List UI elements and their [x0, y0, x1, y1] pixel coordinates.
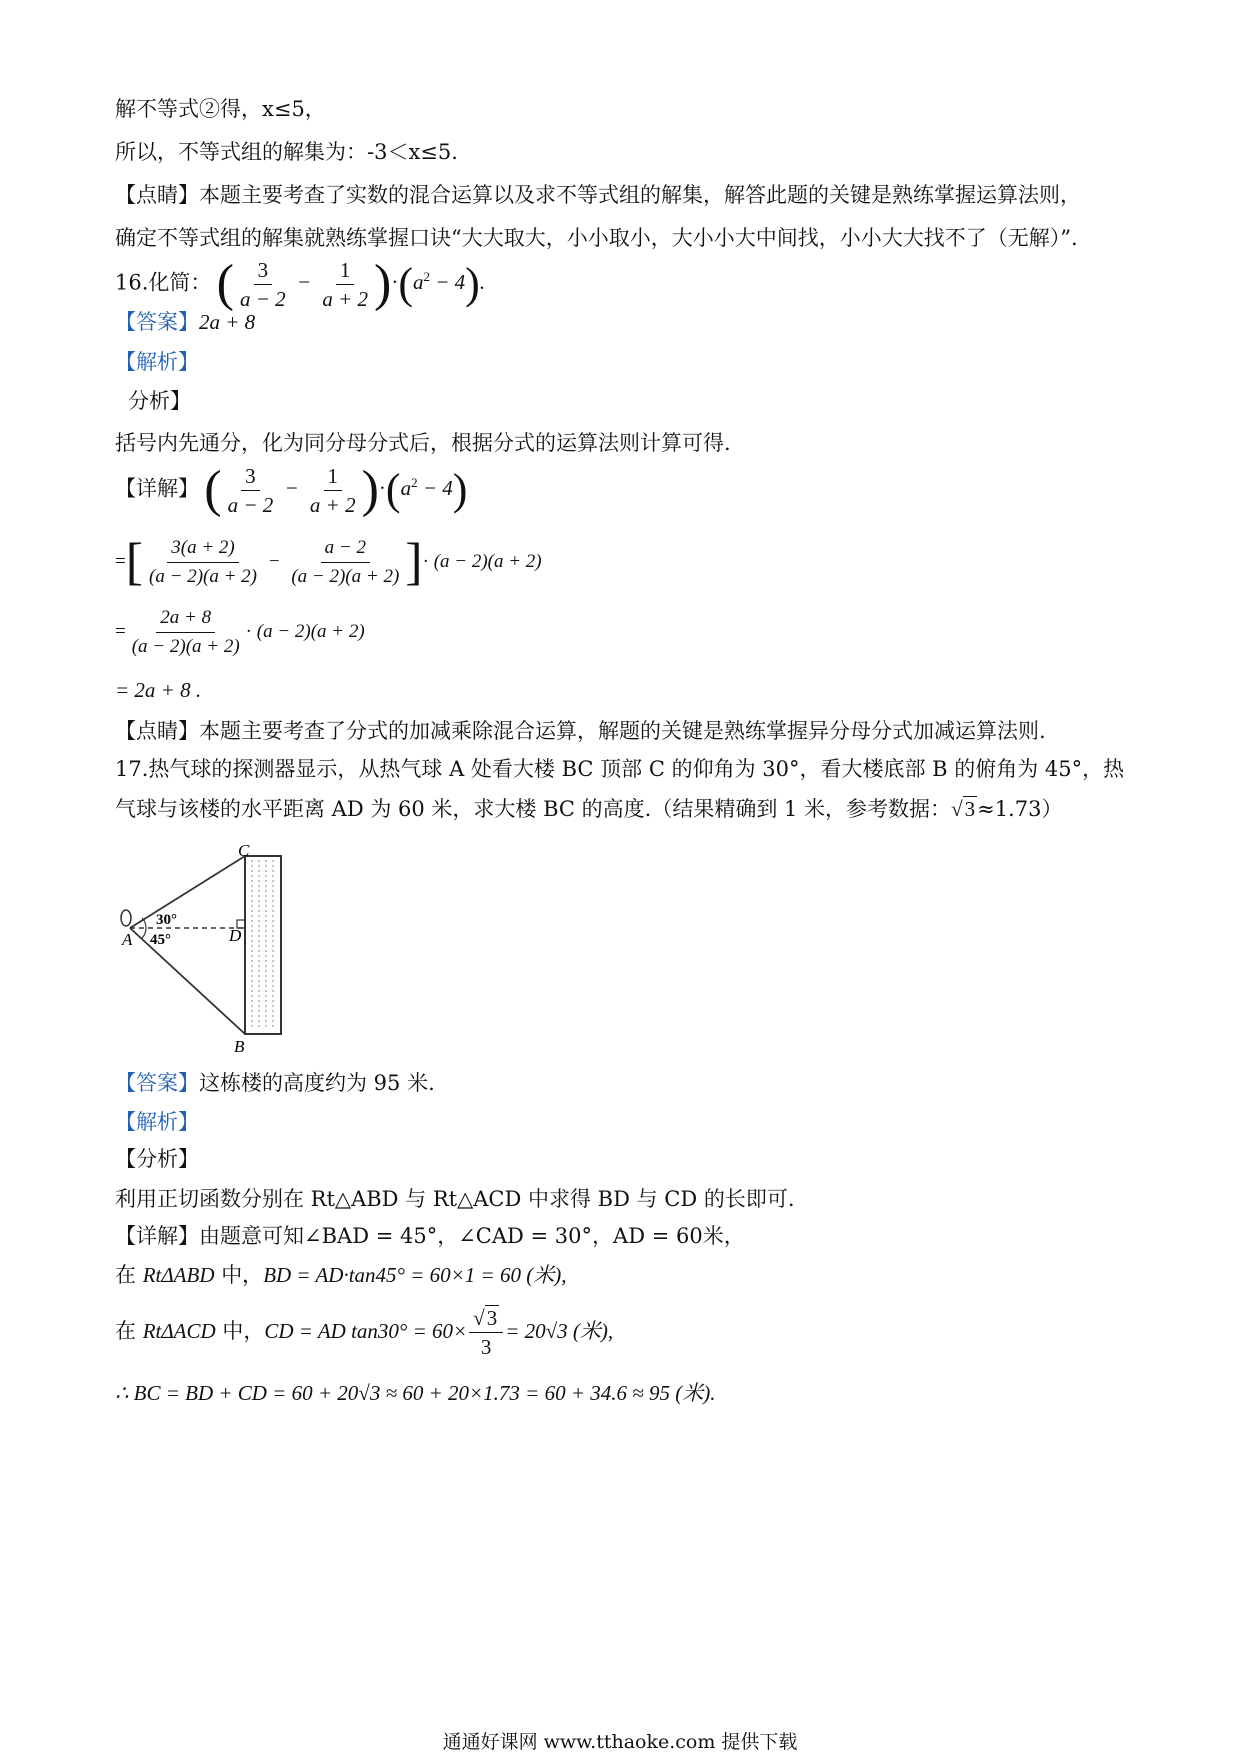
label-angle-45: 45°: [150, 932, 171, 948]
q17-line-2-text: 气球与该楼的水平距离 AD 为 60 米，求大楼 BC 的高度.（结果精确到 1 米，参考数据：: [115, 797, 952, 821]
q16-detail: 【详解】 ( $\frac{3}{a - 2}$ − $\frac{1}{a + 2}$ )$\cdot(a^2 - 4)$: [115, 461, 468, 519]
q17-step-1: [115, 1262, 566, 1288]
q16-step-2: = $\frac{2a + 8}{(a - 2)(a + 2)}$ · (a − 2)(a + 2): [115, 607, 365, 657]
arc-30: [142, 918, 146, 928]
q17-analysis: 利用正切函数分别在 Rt△ABD 与 Rt△ACD 中求得 BD 与 CD 的长即可.: [115, 1187, 795, 1211]
s2-tail: = 20√3 (米),: [505, 1319, 614, 1343]
question-16: 16.化简： ( $\frac{3}{a - 2}$ − $\frac{1}{a + 2}$ )$\cdot(a^2 - 4)$.: [115, 255, 486, 313]
arc-45: [142, 928, 146, 938]
line-ac: [130, 856, 245, 928]
q17-detail: [115, 1223, 745, 1249]
q17-line-1: 17.热气球的探测器显示，从热气球 A 处看大楼 BC 顶部 C 的仰角为 30°，看大楼底部 B 的俯角为 45°，热: [115, 757, 1125, 781]
balloon-icon: [121, 910, 131, 926]
q16-answer: [115, 309, 255, 335]
s1-eq: BD = AD·tan45° = 60×1 = 60 (米),: [263, 1263, 567, 1287]
page-footer: 通通好课网 www.tthaoke.com 提供下载: [442, 1731, 798, 1753]
label-b: B: [234, 1037, 245, 1056]
s1-triangle: RtΔABD: [142, 1263, 215, 1287]
q17-step-2: 在 RtΔACD 中，CD = AD tan30° = 60× $\frac{√3}{3}$ = 20√3 (米),: [115, 1306, 614, 1359]
q16-analysis: 括号内先通分，化为同分母分式后，根据分式的运算法则计算可得.: [115, 431, 731, 455]
q17-detail-text: 由题意可知∠BAD = 45°，∠CAD = 30°，AD = 60米，: [199, 1224, 745, 1248]
s2-triangle: RtΔACD: [142, 1319, 216, 1343]
label-d: D: [229, 926, 242, 945]
q16-dianjing: 【点睛】本题主要考查了分式的加减乘除混合运算，解题的关键是熟练掌握异分母分式加减运算法则.: [115, 719, 1046, 743]
q17-ref-tail: ≈1.73）: [977, 797, 1063, 821]
q16-step-1: =[ $\frac{3(a + 2)}{(a - 2)(a + 2)}$ − $\frac{a - 2}{(a - 2)(a + 2)}$ ]· (a − 2)(a + 2): [115, 533, 542, 591]
label-angle-30: 30°: [156, 912, 177, 928]
fenxi-16: 分析】: [128, 389, 191, 413]
q16-step-3: = 2a + 8 .: [115, 678, 202, 702]
fenxi-17: 【分析】: [115, 1147, 199, 1171]
line-dianjing-15b: 确定不等式组的解集就熟练掌握口诀“大大取大，小小取小，大小小大中间找，小小大大找不了（无解）”.: [115, 226, 1078, 250]
detail-tag: 【详解】: [115, 476, 199, 501]
q17-step-3: ∴ BC = BD + CD = 60 + 20√3 ≈ 60 + 20×1.73 = 60 + 34.6 ≈ 95 (米).: [115, 1381, 716, 1405]
s1-pre: 在: [115, 1263, 136, 1287]
s2-pre: 在: [115, 1319, 136, 1343]
s1-mid: 中，: [221, 1263, 264, 1287]
building-rect: [245, 856, 281, 1034]
label-a: A: [122, 930, 133, 949]
line-ab: [130, 928, 245, 1034]
q16-label: 16.化简：: [115, 270, 212, 295]
line-solution-set: 所以，不等式组的解集为：-3＜x≤5.: [115, 140, 458, 164]
q17-answer-text: 这栋楼的高度约为 95 米.: [199, 1071, 435, 1095]
detail-tag-17: 【详解】: [115, 1224, 199, 1248]
answer-tag-17: 【答案】: [115, 1071, 199, 1095]
s2-eq: CD = AD tan30° = 60×: [264, 1319, 468, 1343]
line-inequality-2: 解不等式②得，x≤5，: [115, 97, 326, 121]
line-dianjing-15a: 【点睛】本题主要考查了实数的混合运算以及求不等式组的解集，解答此题的关键是熟练掌握运算法则，: [115, 183, 1081, 207]
label-c: C: [238, 841, 250, 860]
analysis-tag-17: 【解析】: [115, 1110, 199, 1134]
q17-answer: [115, 1070, 435, 1096]
answer-tag: 【答案】: [115, 310, 199, 334]
q16-answer-value: 2a + 8: [199, 310, 256, 334]
s2-mid: 中，: [222, 1319, 265, 1343]
analysis-tag-16: 【解析】: [115, 350, 199, 374]
q17-line-2: 气球与该楼的水平距离 AD 为 60 米，求大楼 BC 的高度.（结果精确到 1 米，参考数据：√3≈1.73）: [115, 797, 1063, 821]
building-figure: [120, 838, 330, 1058]
